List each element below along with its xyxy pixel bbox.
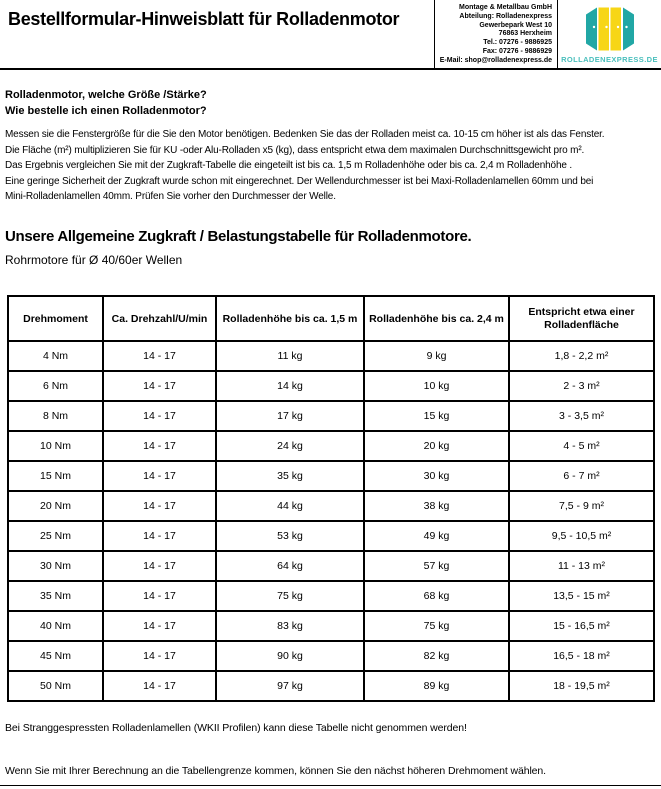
company-city: 76863 Herxheim <box>498 30 552 38</box>
table-cell: 1,8 - 2,2 m² <box>509 341 654 371</box>
table-cell: 83 kg <box>216 611 364 641</box>
table-cell: 68 kg <box>364 581 509 611</box>
table-cell: 9 kg <box>364 341 509 371</box>
table-header-row <box>8 296 654 341</box>
intro-line: Die Fläche (m²) multiplizieren Sie für KU -oder Alu-Rolladen x5 (kg), dass entspricht etwa dem maximalen Durchschnittsgewicht pro m². <box>5 144 585 156</box>
table-cell: 35 Nm <box>8 581 103 611</box>
table-cell: 11 kg <box>216 341 364 371</box>
table-cell: 24 kg <box>216 431 364 461</box>
logo-text: ROLLADENEXPRESS.DE <box>561 55 658 64</box>
table-cell: 17 kg <box>216 401 364 431</box>
shutter-logo-icon <box>585 6 635 52</box>
table-row <box>8 521 654 551</box>
col-header-hoehe-15: Rolladenhöhe bis ca. 1,5 m <box>216 296 364 341</box>
company-phone: Tel.: 07276 - 9886925 <box>483 39 552 47</box>
table-cell: 38 kg <box>364 491 509 521</box>
table-cell: 18 - 19,5 m² <box>509 671 654 701</box>
table-cell: 53 kg <box>216 521 364 551</box>
table-cell: 30 Nm <box>8 551 103 581</box>
col-header-drehmoment: Drehmoment <box>8 296 103 341</box>
table-cell: 6 - 7 m² <box>509 461 654 491</box>
table-row <box>8 641 654 671</box>
table-cell: 10 Nm <box>8 431 103 461</box>
table-cell: 14 - 17 <box>103 521 216 551</box>
table-cell: 45 Nm <box>8 641 103 671</box>
page-title: Bestellformular-Hinweisblatt für Rolladenmotor <box>8 9 400 29</box>
table-row <box>8 551 654 581</box>
table-cell: 90 kg <box>216 641 364 671</box>
table-cell: 97 kg <box>216 671 364 701</box>
table-cell: 14 - 17 <box>103 461 216 491</box>
table-cell: 13,5 - 15 m² <box>509 581 654 611</box>
table-cell: 14 - 17 <box>103 581 216 611</box>
table-row <box>8 671 654 701</box>
table-cell: 49 kg <box>364 521 509 551</box>
table-section-subheading: Rohrmotore für Ø 40/60er Wellen <box>5 253 183 267</box>
table-cell: 3 - 3,5 m² <box>509 401 654 431</box>
table-cell: 15 Nm <box>8 461 103 491</box>
table-cell: 14 - 17 <box>103 641 216 671</box>
table-cell: 16,5 - 18 m² <box>509 641 654 671</box>
footer-note-tabellengrenze: Wenn Sie mit Ihrer Berechnung an die Tabellengrenze kommen, können Sie den nächst höheren Drehmoment wählen. <box>5 765 546 777</box>
table-row <box>8 431 654 461</box>
intro-line: Das Ergebnis vergleichen Sie mit der Zugkraft-Tabelle die eingeteilt ist bis ca. 1,5 m Rolladenhöhe oder bis ca. 2,4 m Rolladenhöhe . <box>5 160 573 172</box>
table-cell: 14 - 17 <box>103 551 216 581</box>
table-cell: 14 - 17 <box>103 341 216 371</box>
table-cell: 9,5 - 10,5 m² <box>509 521 654 551</box>
company-email: E-Mail: shop@rolladenexpress.de <box>439 56 552 64</box>
table-cell: 14 - 17 <box>103 671 216 701</box>
intro-line: Messen sie die Fenstergröße für die Sie den Motor benötigen. Bedenken Sie das der Rolladen meist ca. 10-15 cm höher ist als das Fenster. <box>5 129 605 140</box>
table-cell: 6 Nm <box>8 371 103 401</box>
bottom-rule <box>0 785 661 786</box>
intro-heading-1: Rolladenmotor, welche Größe /Stärke? <box>5 89 207 101</box>
table-cell: 89 kg <box>364 671 509 701</box>
zugkraft-table-body <box>8 341 654 701</box>
table-cell: 20 kg <box>364 431 509 461</box>
table-cell: 14 - 17 <box>103 611 216 641</box>
table-cell: 15 kg <box>364 401 509 431</box>
col-header-drehzahl: Ca. Drehzahl/U/min <box>103 296 216 341</box>
table-cell: 75 kg <box>216 581 364 611</box>
table-cell: 44 kg <box>216 491 364 521</box>
table-row <box>8 461 654 491</box>
table-cell: 14 - 17 <box>103 401 216 431</box>
company-name: Montage & Metallbau GmbH <box>459 4 552 11</box>
table-cell: 35 kg <box>216 461 364 491</box>
table-cell: 8 Nm <box>8 401 103 431</box>
table-cell: 82 kg <box>364 641 509 671</box>
table-cell: 75 kg <box>364 611 509 641</box>
table-cell: 15 - 16,5 m² <box>509 611 654 641</box>
company-department: Abteilung: Rolladenexpress <box>459 12 552 20</box>
footer-note-wkii: Bei Stranggespressten Rolladenlamellen (WKII Profilen) kann diese Tabelle nicht genommen werden! <box>5 722 467 734</box>
table-cell: 11 - 13 m² <box>509 551 654 581</box>
table-cell: 7,5 - 9 m² <box>509 491 654 521</box>
table-cell: 14 - 17 <box>103 491 216 521</box>
intro-line: Eine geringe Sicherheit der Zugkraft wurde schon mit eingerechnet. Der Wellendurchmesser ist bei Maxi-Rolladenlamellen 60mm und bei <box>5 175 594 187</box>
header <box>0 0 661 70</box>
table-cell: 25 Nm <box>8 521 103 551</box>
intro-line: Mini-Rolladenlamellen 40mm. Prüfen Sie vorher den Durchmesser der Welle. <box>5 191 336 203</box>
table-row <box>8 401 654 431</box>
company-street: Gewerbepark West 10 <box>479 21 552 29</box>
table-row <box>8 491 654 521</box>
company-fax: Fax: 07276 - 9886929 <box>482 47 552 55</box>
table-cell: 57 kg <box>364 551 509 581</box>
table-cell: 14 kg <box>216 371 364 401</box>
zugkraft-table-head <box>8 296 654 341</box>
table-row <box>8 581 654 611</box>
table-cell: 40 Nm <box>8 611 103 641</box>
table-cell: 20 Nm <box>8 491 103 521</box>
logo-area <box>557 0 661 68</box>
table-cell: 10 kg <box>364 371 509 401</box>
col-header-hoehe-24: Rolladenhöhe bis ca. 2,4 m <box>364 296 509 341</box>
table-cell: 64 kg <box>216 551 364 581</box>
table-cell: 30 kg <box>364 461 509 491</box>
table-row <box>8 611 654 641</box>
table-cell: 2 - 3 m² <box>509 371 654 401</box>
table-cell: 4 Nm <box>8 341 103 371</box>
col-header-flaeche: Entspricht etwa einer Rolladenfläche <box>509 296 654 341</box>
table-cell: 14 - 17 <box>103 431 216 461</box>
table-cell: 4 - 5 m² <box>509 431 654 461</box>
table-cell: 14 - 17 <box>103 371 216 401</box>
table-row <box>8 371 654 401</box>
title-column <box>0 0 434 68</box>
zugkraft-table <box>7 295 655 702</box>
intro-section <box>5 88 657 205</box>
table-row <box>8 341 654 371</box>
intro-paragraph <box>5 127 657 205</box>
company-info <box>434 0 557 68</box>
table-cell: 50 Nm <box>8 671 103 701</box>
intro-heading-2: Wie bestelle ich einen Rolladenmotor? <box>5 104 207 117</box>
table-section-heading: Unsere Allgemeine Zugkraft / Belastungstabelle für Rolladenmotore. <box>5 228 472 245</box>
